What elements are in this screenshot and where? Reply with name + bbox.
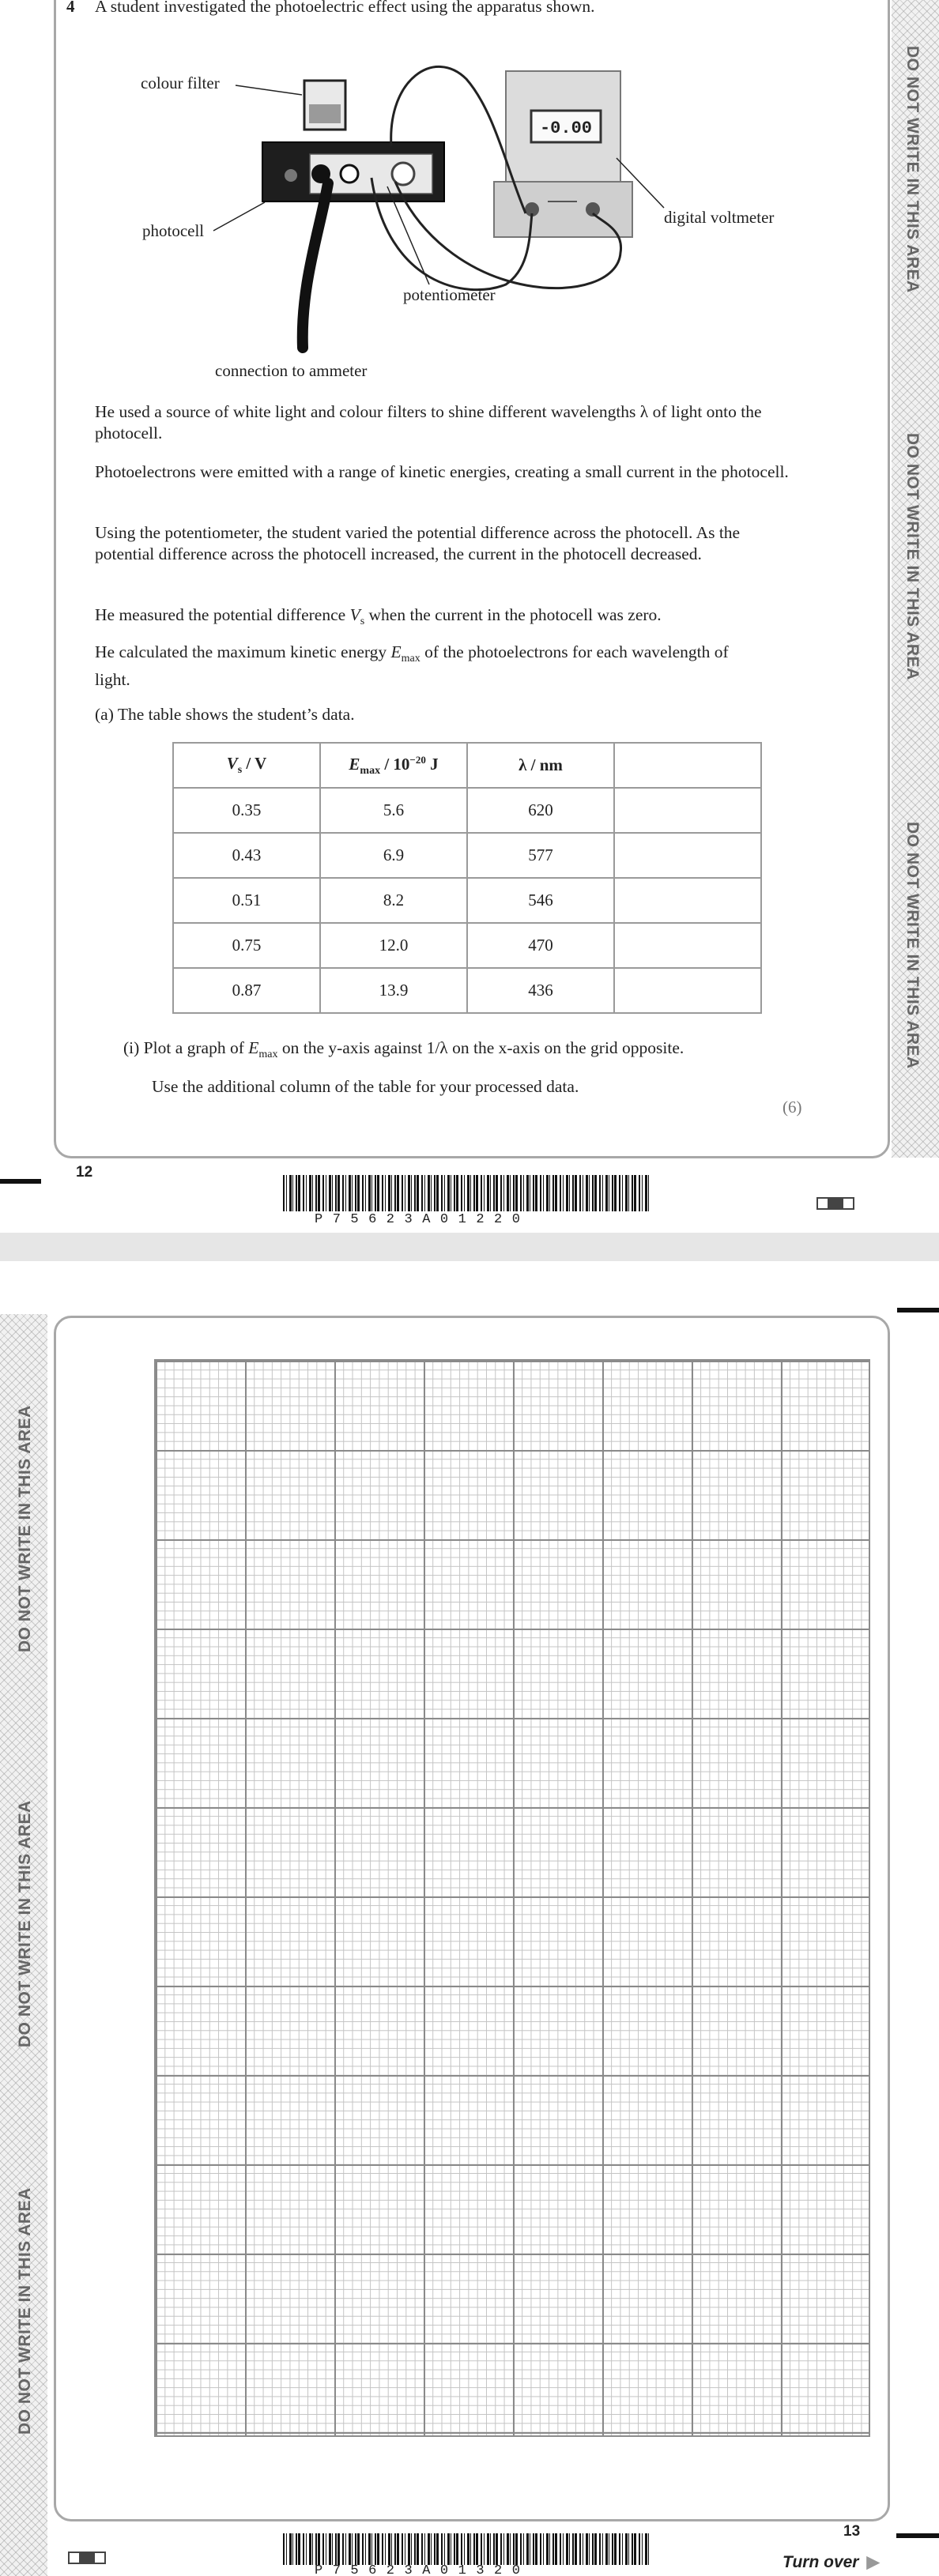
barcode-right xyxy=(283,2533,651,2565)
header-extra[interactable] xyxy=(614,743,761,788)
cell-lambda: 436 xyxy=(467,968,614,1013)
part-i-after: on the y-axis against 1/λ on the x-axis on the grid opposite. xyxy=(277,1038,684,1057)
cell-processed[interactable] xyxy=(614,923,761,968)
header-vs-sub: s xyxy=(237,764,243,776)
table-row xyxy=(173,968,761,1013)
crop-mark-left xyxy=(0,1179,41,1184)
header-vs xyxy=(173,743,320,788)
label-colour-filter: colour filter xyxy=(141,73,220,92)
p4-before: He measured the potential difference xyxy=(95,605,350,624)
turn-over-arrow-icon: ▶ xyxy=(866,2553,880,2571)
margin-warning-3: DO NOT WRITE IN THIS AREA xyxy=(903,822,922,1069)
cell-emax: 12.0 xyxy=(320,923,467,968)
paragraph-5 xyxy=(95,642,743,691)
cell-emax: 8.2 xyxy=(320,878,467,923)
margin-warning-4: DO NOT WRITE IN THIS AREA xyxy=(16,1405,34,1652)
cell-processed[interactable] xyxy=(614,878,761,923)
header-e-unit-post: J xyxy=(425,754,439,774)
page-marker-right xyxy=(68,2552,106,2564)
cell-processed[interactable] xyxy=(614,788,761,833)
label-potentiometer: potentiometer xyxy=(403,285,496,304)
graph-grid[interactable] xyxy=(154,1359,870,2437)
question-intro: A student investigated the photoelectric effect using the apparatus shown. xyxy=(95,0,595,16)
part-i-note: Use the additional column of the table for your processed data. xyxy=(152,1077,579,1096)
label-photocell: photocell xyxy=(142,221,205,240)
meter-reading: -0.00 xyxy=(539,119,593,138)
page-marker-left xyxy=(816,1197,854,1210)
cell-lambda: 620 xyxy=(467,788,614,833)
barcode-text-right: P75623A01320 xyxy=(315,2563,530,2576)
header-e-var: E xyxy=(349,754,360,774)
barcode-text-left: P75623A01220 xyxy=(315,1212,530,1227)
header-e-sub: max xyxy=(360,764,381,777)
marks: (6) xyxy=(782,1098,802,1117)
cell-processed[interactable] xyxy=(614,833,761,878)
cell-lambda: 470 xyxy=(467,923,614,968)
p4-sub: s xyxy=(360,616,365,627)
table-row xyxy=(173,833,761,878)
part-i-sub: max xyxy=(258,1049,278,1060)
header-e-exp: −20 xyxy=(409,753,426,766)
paragraph-4 xyxy=(95,604,790,632)
header-emax xyxy=(320,743,467,788)
page-gap xyxy=(0,1233,939,1261)
paragraph-2: Photoelectrons were emitted with a range of kinetic energies, creating a small current in the photocell. xyxy=(95,462,789,481)
turn-over xyxy=(782,2552,880,2572)
cell-lambda: 577 xyxy=(467,833,614,878)
label-connection: connection to ammeter xyxy=(215,361,368,380)
paragraph-3: Using the potentiometer, the student varied the potential difference across the photocell. As the potential difference across the photocell increased, the current in the photocell decreased. xyxy=(95,523,741,563)
paragraph-1: He used a source of white light and colour filters to shine different wavelengths λ of light onto the photocell. xyxy=(95,402,762,443)
cell-lambda: 546 xyxy=(467,878,614,923)
label-digital-voltmeter: digital voltmeter xyxy=(664,208,775,227)
p5-var: E xyxy=(390,642,402,661)
cell-emax: 13.9 xyxy=(320,968,467,1013)
table-header-row xyxy=(173,743,761,788)
header-vs-unit: / V xyxy=(242,754,267,773)
cell-emax: 6.9 xyxy=(320,833,467,878)
crop-mark-right-top xyxy=(897,1308,939,1312)
table-row xyxy=(173,788,761,833)
question-number: 4 xyxy=(66,0,75,16)
table-row xyxy=(173,878,761,923)
margin-warning-5: DO NOT WRITE IN THIS AREA xyxy=(16,1800,34,2047)
crop-mark-right-bottom xyxy=(896,2533,939,2538)
cell-vs: 0.87 xyxy=(173,968,320,1013)
cell-vs: 0.51 xyxy=(173,878,320,923)
cell-processed[interactable] xyxy=(614,968,761,1013)
p5-sub: max xyxy=(401,653,420,665)
cell-emax: 5.6 xyxy=(320,788,467,833)
part-i xyxy=(123,1038,819,1065)
cell-vs: 0.35 xyxy=(173,788,320,833)
turn-over-text: Turn over xyxy=(782,2553,859,2571)
header-vs-var: V xyxy=(226,754,238,773)
part-i-var: E xyxy=(248,1038,259,1057)
header-lambda: λ / nm xyxy=(467,743,614,788)
page-number-left: 12 xyxy=(76,1164,93,1181)
data-table xyxy=(172,742,762,1014)
margin-warning-1: DO NOT WRITE IN THIS AREA xyxy=(903,46,922,293)
barcode-left xyxy=(283,1175,651,1211)
p4-var: V xyxy=(349,605,360,624)
part-i-before: (i) Plot a graph of xyxy=(123,1038,249,1057)
margin-warning-2: DO NOT WRITE IN THIS AREA xyxy=(903,433,922,680)
cell-vs: 0.75 xyxy=(173,923,320,968)
part-a: (a) The table shows the student’s data. xyxy=(95,705,355,724)
cell-vs: 0.43 xyxy=(173,833,320,878)
p5-after: of the photoelectrons for each wavelength of light. xyxy=(95,642,729,689)
p5-before: He calculated the maximum kinetic energy xyxy=(95,642,391,661)
margin-warning-6: DO NOT WRITE IN THIS AREA xyxy=(16,2187,34,2435)
page-number-right: 13 xyxy=(843,2523,861,2540)
table-row xyxy=(173,923,761,968)
p4-after: when the current in the photocell was zero. xyxy=(364,605,662,624)
header-e-unit-pre: / 10 xyxy=(380,754,410,774)
